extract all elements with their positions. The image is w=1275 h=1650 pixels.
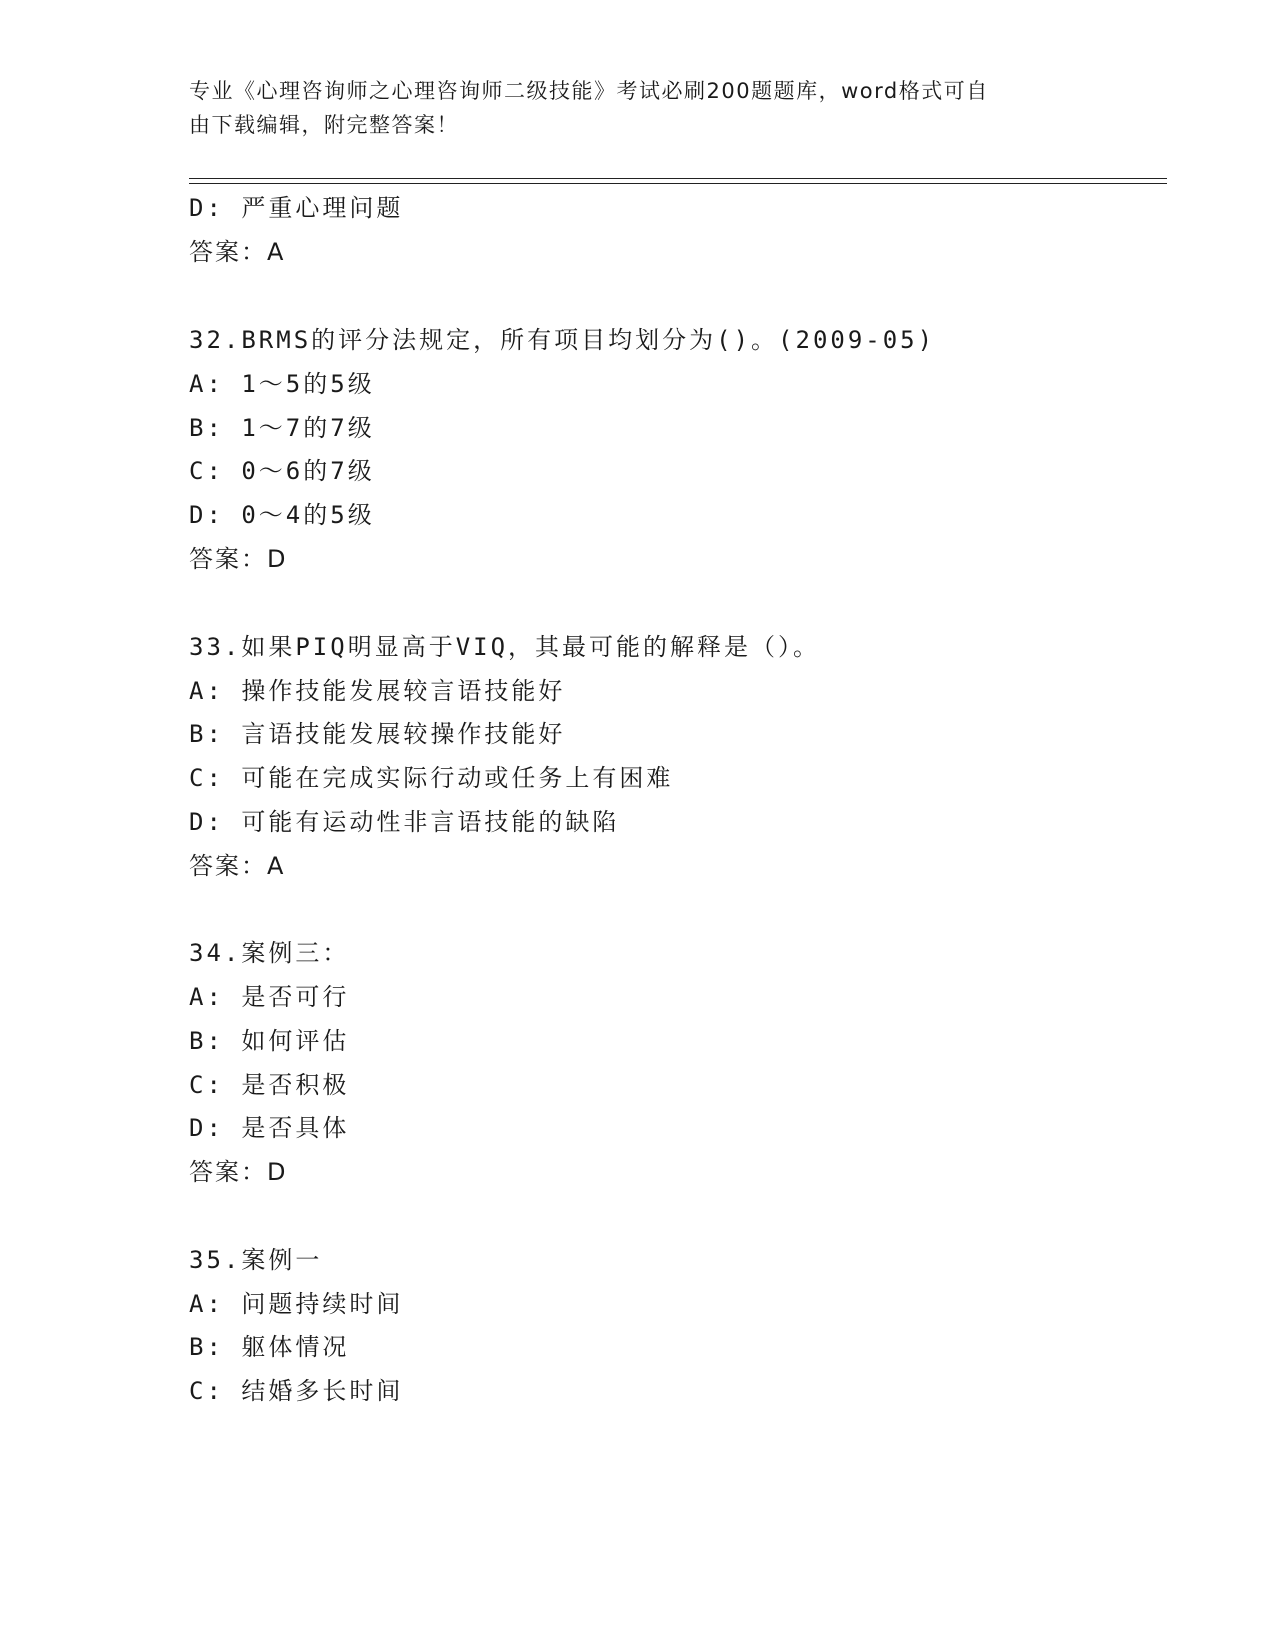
header-line-2: 由下载编辑，附完整答案！ [189,113,459,137]
option-d: D: 是否具体 [189,1114,350,1142]
option-d: D: 严重心理问题 [189,194,404,222]
question-33: 33.如果PIQ明显高于VIQ，其最可能的解释是（）。 [189,633,821,661]
document-header [189,74,1089,142]
option-a: A: 操作技能发展较言语技能好 [189,677,566,705]
option-c: C: 是否积极 [189,1071,350,1099]
option-c: C: 可能在完成实际行动或任务上有困难 [189,764,674,792]
option-a: A: 是否可行 [189,983,350,1011]
header-divider-top [189,178,1167,179]
question-35: 35.案例一 [189,1246,323,1274]
option-c: C: 结婚多长时间 [189,1377,404,1405]
option-b: B: 躯体情况 [189,1333,350,1361]
option-b: B: 如何评估 [189,1027,350,1055]
header-divider-bottom [189,183,1167,184]
option-a: A: 问题持续时间 [189,1290,404,1318]
header-line-1: 专业《心理咨询师之心理咨询师二级技能》考试必刷200题题库，word格式可自 [189,79,989,103]
option-a: A: 1～5的5级 [189,370,375,398]
answer-line: 答案：A [189,238,286,266]
option-d: D: 可能有运动性非言语技能的缺陷 [189,808,620,836]
answer-line: 答案：A [189,852,286,880]
answer-line: 答案：D [189,1158,288,1186]
option-b: B: 1～7的7级 [189,414,375,442]
option-d: D: 0～4的5级 [189,501,375,529]
question-34: 34.案例三： [189,939,350,967]
option-b: B: 言语技能发展较操作技能好 [189,720,566,748]
answer-line: 答案：D [189,545,288,573]
question-32: 32.BRMS的评分法规定，所有项目均划分为()。(2009-05) [189,326,936,354]
option-c: C: 0～6的7级 [189,457,375,485]
